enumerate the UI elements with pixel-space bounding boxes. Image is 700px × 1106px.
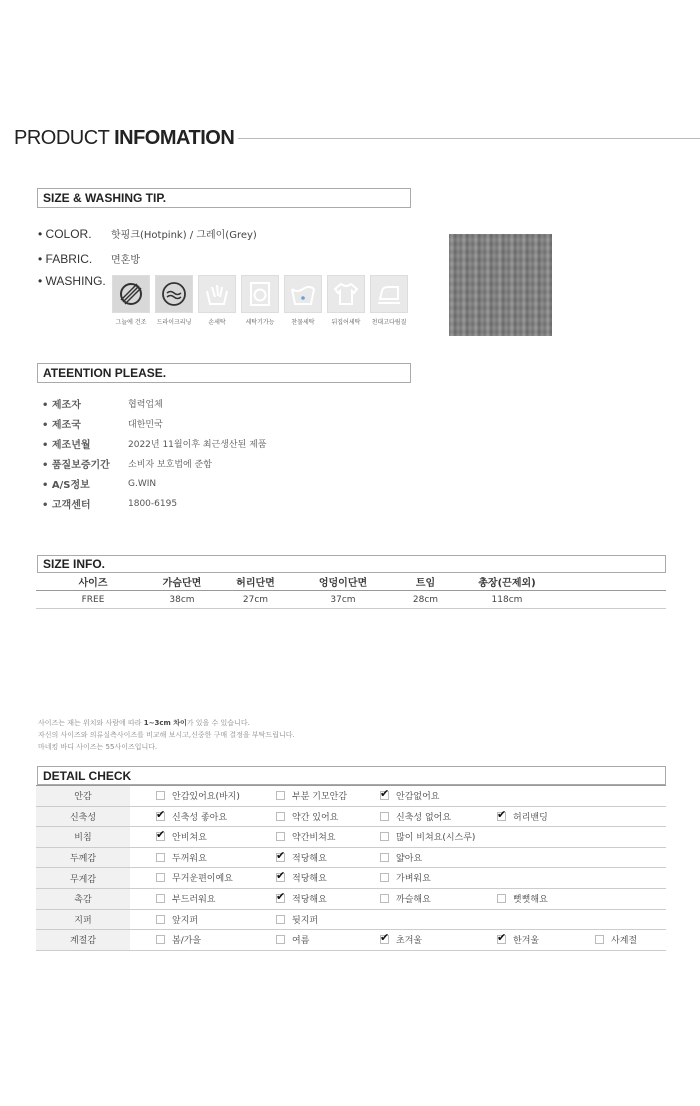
wash-item-inside-out <box>327 275 365 326</box>
fabric-label: • FABRIC. <box>38 251 93 266</box>
detail-option-label: 적당해요 <box>292 874 327 885</box>
detail-option[interactable] <box>595 933 637 946</box>
checkbox-checked[interactable] <box>276 853 285 862</box>
detail-option[interactable] <box>380 830 475 843</box>
size-col-header: 가슴단면 <box>162 578 202 589</box>
attention-label: • 제조자 <box>42 400 81 411</box>
detail-row-stretch <box>36 807 666 828</box>
wash-caption: 손세탁 <box>208 319 226 326</box>
size-col-header: 총장(끈제외) <box>478 578 536 589</box>
detail-option[interactable] <box>276 789 347 802</box>
size-info-heading: SIZE INFO. <box>37 555 666 573</box>
detail-row-label: 촉감 <box>36 889 130 909</box>
attention-value: G.WIN <box>128 478 157 489</box>
checkbox-checked[interactable] <box>497 935 506 944</box>
checkbox[interactable] <box>380 873 389 882</box>
detail-option-label: 두꺼워요 <box>172 853 207 864</box>
wash-item-cloth-iron <box>370 275 408 326</box>
detail-row-label: 무게감 <box>36 868 130 888</box>
attention-value: 대한민국 <box>128 420 163 430</box>
detail-option-label: 봄/가을 <box>172 936 202 947</box>
shade-dry-icon <box>112 275 150 313</box>
size-col-header: 트임 <box>415 578 436 589</box>
washing-icons <box>112 275 408 326</box>
checkbox[interactable] <box>380 832 389 841</box>
detail-option[interactable] <box>276 892 327 905</box>
detail-row-label: 신축성 <box>36 807 130 827</box>
checkbox[interactable] <box>595 935 604 944</box>
fabric-row <box>38 251 140 266</box>
title-light-text: PRODUCT <box>14 126 115 149</box>
checkbox-checked[interactable] <box>380 791 389 800</box>
wash-item-machine-wash <box>241 275 279 326</box>
detail-option[interactable] <box>276 851 327 864</box>
wash-caption: 드라이크리닝 <box>156 319 192 326</box>
size-note-2: 자신의 사이즈와 의류실측사이즈를 비교해 보시고,신중한 구매 결정을 부탁드립니다. <box>38 731 295 739</box>
wash-item-dry-clean <box>155 275 193 326</box>
checkbox[interactable] <box>156 915 165 924</box>
size-table-header <box>36 573 666 591</box>
detail-row-texture <box>36 889 666 910</box>
wash-caption: 뒤집어세탁 <box>331 319 361 326</box>
attention-value: 1800-6195 <box>128 498 178 509</box>
size-cell: 38cm <box>169 594 195 605</box>
detail-option-label: 부드러워요 <box>172 895 216 905</box>
detail-option[interactable] <box>276 913 318 926</box>
detail-option-label: 사계절 <box>611 936 638 947</box>
detail-option[interactable] <box>156 892 215 905</box>
checkbox[interactable] <box>380 812 389 821</box>
detail-option[interactable] <box>156 851 207 864</box>
page-title <box>14 127 234 150</box>
size-note-3: 마네킹 바디 사이즈는 55사이즈입니다. <box>38 743 158 751</box>
attention-row <box>42 396 163 411</box>
color-row <box>38 226 257 241</box>
detail-option-label: 안감있어요(바지) <box>172 792 240 802</box>
detail-option[interactable] <box>497 810 548 823</box>
detail-check-heading: DETAIL CHECK <box>37 766 666 785</box>
fabric-value: 면혼방 <box>111 255 140 266</box>
detail-option-label: 한겨울 <box>513 936 540 947</box>
detail-option[interactable] <box>156 871 233 884</box>
wash-caption: 그늘에 건조 <box>115 319 147 326</box>
detail-option[interactable] <box>276 830 335 843</box>
detail-row-zipper <box>36 910 666 931</box>
detail-row-label: 지퍼 <box>36 910 130 930</box>
checkbox[interactable] <box>276 915 285 924</box>
wash-item-shade-dry <box>112 275 150 326</box>
detail-option-label: 적당해요 <box>292 853 327 864</box>
detail-row-thickness <box>36 848 666 869</box>
note-text: 가 있을 수 있습니다. <box>186 719 250 727</box>
checkbox-checked[interactable] <box>156 832 165 841</box>
detail-option-label: 약간비쳐요 <box>292 833 336 844</box>
detail-option-label: 약간 있어요 <box>292 812 339 823</box>
checkbox[interactable] <box>276 791 285 800</box>
detail-option[interactable] <box>380 810 451 823</box>
detail-option-label: 초겨울 <box>396 936 423 947</box>
attention-row <box>42 416 163 431</box>
wash-caption: 세탁기가능 <box>245 319 275 326</box>
checkbox[interactable] <box>156 791 165 800</box>
detail-option[interactable] <box>156 810 227 823</box>
detail-row-weight <box>36 868 666 889</box>
hand-wash-icon <box>198 275 236 313</box>
size-note-1 <box>38 718 250 728</box>
size-washing-heading: SIZE & WASHING TIP. <box>37 188 411 208</box>
detail-option-label: 허리밴딩 <box>513 812 548 823</box>
detail-option-label: 가벼워요 <box>396 874 431 885</box>
detail-option-label: 신축성 없어요 <box>396 812 452 823</box>
color-value: 핫핑크(Hotpink) / 그레이(Grey) <box>111 230 257 241</box>
detail-row-label: 비침 <box>36 827 130 847</box>
attention-heading: ATEENTION PLEASE. <box>37 363 411 383</box>
size-cell: 27cm <box>242 594 269 605</box>
detail-option[interactable] <box>380 851 422 864</box>
cold-wash-icon <box>284 275 322 313</box>
checkbox-checked[interactable] <box>497 812 506 821</box>
detail-option[interactable] <box>156 913 198 926</box>
size-cell: 28cm <box>412 594 439 605</box>
attention-value: 소비자 보호법에 준함 <box>128 460 212 470</box>
detail-check-table <box>36 785 666 951</box>
detail-option-label: 뻣뻣해요 <box>513 895 548 905</box>
washing-row <box>38 274 111 288</box>
detail-option[interactable] <box>156 933 201 946</box>
checkbox[interactable] <box>156 935 165 944</box>
detail-option[interactable] <box>497 892 548 905</box>
detail-row-label: 두께감 <box>36 848 130 868</box>
detail-option-label: 무거운편이예요 <box>172 874 233 885</box>
checkbox-checked[interactable] <box>276 873 285 882</box>
size-cell: 118cm <box>491 594 523 605</box>
checkbox[interactable] <box>156 894 165 903</box>
detail-option[interactable] <box>276 810 338 823</box>
attention-row <box>42 476 156 491</box>
attention-row <box>42 496 177 511</box>
detail-option[interactable] <box>276 933 309 946</box>
attention-row <box>42 436 267 451</box>
attention-label: • A/S정보 <box>42 480 90 491</box>
wash-caption: 찬물세탁 <box>291 319 315 326</box>
checkbox[interactable] <box>276 832 285 841</box>
detail-option-label: 적당해요 <box>292 895 327 905</box>
attention-value: 2022년 11월이후 최근생산된 제품 <box>128 440 267 450</box>
detail-option-label: 앞지퍼 <box>172 915 199 926</box>
detail-option-label: 까슬해요 <box>396 895 431 905</box>
title-bold-text: INFOMATION <box>114 126 235 149</box>
detail-option[interactable] <box>380 933 422 946</box>
wash-item-hand-wash <box>198 275 236 326</box>
detail-option-label: 안감없어요 <box>396 792 440 802</box>
detail-row-lining <box>36 786 666 807</box>
checkbox-checked[interactable] <box>156 812 165 821</box>
detail-option[interactable] <box>380 789 439 802</box>
product-info-header <box>14 126 700 150</box>
detail-row-label: 계절감 <box>36 930 130 950</box>
detail-option[interactable] <box>276 871 327 884</box>
detail-option-label: 안비쳐요 <box>172 833 207 844</box>
detail-row-label: 안감 <box>36 786 130 806</box>
detail-option-label: 뒷지퍼 <box>292 915 319 926</box>
detail-row-season <box>36 930 666 951</box>
detail-option-label: 부분 기모안감 <box>292 792 348 802</box>
size-col-header: 허리단면 <box>236 578 275 589</box>
detail-row-sheerness <box>36 827 666 848</box>
dry-clean-icon <box>155 275 193 313</box>
note-emphasis: 1~3cm 차이 <box>143 719 187 727</box>
cloth-iron-icon <box>370 275 408 313</box>
checkbox[interactable] <box>156 873 165 882</box>
attention-row <box>42 456 212 471</box>
attention-label: • 제조국 <box>42 420 81 431</box>
detail-option-label: 여름 <box>292 936 310 947</box>
inside-out-wash-icon <box>327 275 365 313</box>
machine-wash-icon <box>241 275 279 313</box>
table-row <box>36 591 666 609</box>
size-table <box>36 573 666 609</box>
fabric-swatch-image <box>449 234 552 336</box>
checkbox[interactable] <box>497 894 506 903</box>
detail-option[interactable] <box>156 830 207 843</box>
checkbox[interactable] <box>380 894 389 903</box>
detail-option[interactable] <box>380 892 431 905</box>
detail-option-label: 신축성 좋아요 <box>172 812 228 823</box>
checkbox[interactable] <box>156 853 165 862</box>
checkbox[interactable] <box>276 935 285 944</box>
attention-label: • 고객센터 <box>42 500 91 511</box>
header-divider <box>238 138 700 139</box>
wash-caption: 천대고다림질 <box>371 319 407 326</box>
detail-option[interactable] <box>497 933 539 946</box>
size-cell: FREE <box>81 594 105 605</box>
size-col-header: 사이즈 <box>78 578 108 589</box>
color-label: • COLOR. <box>38 226 92 241</box>
attention-label: • 제조년월 <box>42 440 91 451</box>
detail-option-label: 많이 비쳐요(시스루) <box>396 833 476 844</box>
attention-value: 협력업체 <box>128 400 163 410</box>
checkbox-checked[interactable] <box>380 935 389 944</box>
checkbox-checked[interactable] <box>276 894 285 903</box>
detail-option-label: 얇아요 <box>396 853 423 864</box>
detail-option[interactable] <box>156 789 240 802</box>
note-text: 사이즈는 재는 위치와 사람에 따라 <box>38 719 144 727</box>
size-cell: 37cm <box>330 594 356 605</box>
washing-label: • WASHING. <box>38 274 106 288</box>
size-col-header: 엉덩이단면 <box>318 578 368 589</box>
attention-label: • 품질보증기간 <box>42 460 110 471</box>
wash-item-cold-wash <box>284 275 322 326</box>
detail-option[interactable] <box>380 871 431 884</box>
checkbox[interactable] <box>276 812 285 821</box>
checkbox[interactable] <box>380 853 389 862</box>
